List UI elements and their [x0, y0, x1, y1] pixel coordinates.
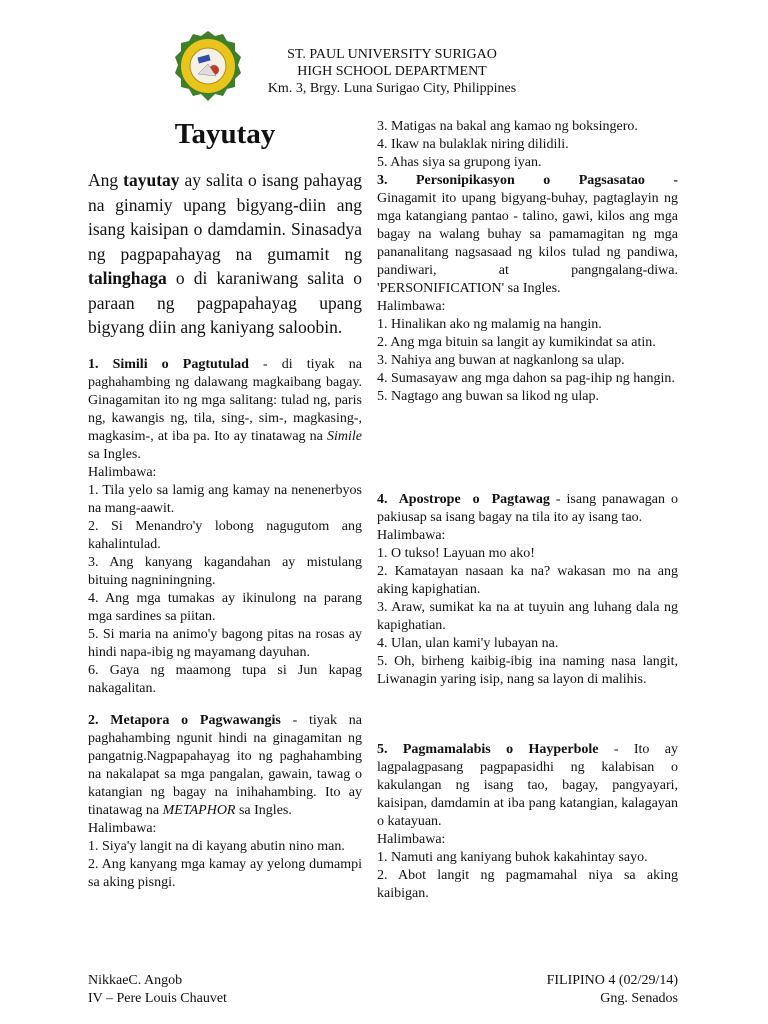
section-definition: - di tiyak na paghahambing ng dalawang magkaibang bagay. Ginagamitan ito ng mga salitang: tulad ng, paris ng, kawangis ng, tila, sing-, sim-, magkasing-, magkasim-, at iba pa. Ito ay tinatawag na [88, 357, 362, 444]
section-definition: Ginagamit ito upang bigyang-buhay, pagtaglayin ng mga katangiang pantao - talino, gawi, kilos ang mga bagay na walang buhay sa pamamagitan ng mga pananalitang nagsasaad ng kilos tulad ng pandiwa, pandiwari, at pangngalang-diwa. 'PERSONIFICATION' sa Ingles. [377, 191, 678, 296]
example-list [88, 482, 362, 698]
example-label: Halimbawa: [377, 832, 446, 847]
example-item: 5. Si maria na animo'y bagong pitas na rosas ay hindi napa-ibig ng mayamang dayuhan. [88, 627, 362, 660]
section-definition: - Ito ay lagpalagpasang pagpapasidhi ng kalabisan o kakulangan ng isang tao, bagay, pangyayari, kaisipan, damdamin at iba pang katangian, kalagayan o katayuan. [377, 742, 678, 829]
section-term: METAPHOR [162, 803, 236, 818]
example-label: Halimbawa: [377, 299, 446, 314]
example-item: 4. Ikaw na bulaklak niring dilidili. [377, 137, 569, 152]
example-item: 4. Ang mga tumakas ay ikinulong na parang mga sardines sa piitan. [88, 591, 362, 624]
section-simili [88, 356, 362, 698]
example-item: 3. Nahiya ang buwan at nagkanlong sa ulap. [377, 353, 625, 368]
section-personipikasyon [377, 172, 678, 406]
example-label: Halimbawa: [377, 528, 446, 543]
footer-right [547, 972, 678, 1008]
example-item: 1. Namuti ang kaniyang buhok kakahintay sayo. [377, 850, 648, 865]
section-heading: 2. Metapora o Pagwawangis [88, 713, 281, 728]
example-item: 3. Ang kanyang kagandahan ay mistulang bituing nagniningning. [88, 555, 362, 588]
example-item: 5. Oh, birheng kaibig-ibig ina naming nasa langit, Liwanagin yaring isip, nang sa layon di malihis. [377, 654, 678, 687]
section-apostrope [377, 491, 678, 689]
section-heading: 5. Pagmamalabis o Hayperbole [377, 742, 599, 757]
example-item: 6. Gaya ng maamong tupa si Jun kapag nakagalitan. [88, 663, 362, 696]
letterhead [262, 46, 522, 97]
section-definition: sa Ingles. [88, 447, 141, 462]
section-heading: 1. Simili o Pagtutulad [88, 357, 249, 372]
section-hayperbole [377, 741, 678, 903]
section-definition: sa Ingles. [235, 803, 292, 818]
section-metapora [88, 712, 362, 892]
section-heading: 3. Personipikasyon o Pagsasatao - [377, 173, 678, 188]
example-item: 5. Nagtago ang buwan sa likod ng ulap. [377, 389, 600, 404]
example-item: 1. Siya'y langit na di kayang abutin nino man. [88, 839, 345, 854]
section-metapora-continued [377, 118, 678, 406]
example-item: 4. Sumasayaw ang mga dahon sa pag-ihip ng hangin. [377, 371, 675, 386]
example-item: 2. Abot langit ng pagmamahal niya sa aking kaibigan. [377, 868, 678, 901]
example-item: 3. Araw, sumikat ka na at tuyuin ang luhang dala ng kapighatian. [377, 600, 678, 633]
example-item: 2. Ang kanyang mga kamay ay yelong dumampi sa aking pisngi. [88, 857, 362, 890]
section-heading: 4. Apostrope o Pagtawag [377, 492, 550, 507]
teacher-name: Gng. Senados [600, 991, 678, 1006]
example-item: 5. Ahas siya sa grupong iyan. [377, 155, 542, 170]
example-item: 2. Kamatayan nasaan ka na? wakasan mo na ang aking kapighatian. [377, 564, 678, 597]
subject-date: FILIPINO 4 (02/29/14) [546, 973, 678, 988]
example-list [377, 545, 678, 689]
example-label: Halimbawa: [88, 465, 157, 480]
example-item: 1. O tukso! Layuan mo ako! [377, 546, 535, 561]
section-term: Simile [327, 429, 362, 444]
intro-term-talinghaga: talinghaga [88, 268, 167, 288]
intro-paragraph [88, 168, 362, 340]
author-name: NikkaeC. Angob [88, 973, 183, 988]
class-section: IV – Pere Louis Chauvet [88, 991, 227, 1006]
example-list [88, 838, 362, 892]
department-name: HIGH SCHOOL DEPARTMENT [297, 64, 487, 79]
example-item: 3. Matigas na bakal ang kamao ng boksingero. [377, 119, 638, 134]
example-list [377, 316, 678, 406]
intro-text: o di karaniwang salita o paraan ng pagpapahayag upang bigyang diin ang kaniyang saloobin. [88, 268, 362, 337]
intro-term-tayutay: tayutay [123, 170, 180, 190]
example-label: Halimbawa: [88, 821, 157, 836]
example-item: 1. Tila yelo sa lamig ang kamay na nenenerbyos na mang-aawit. [88, 483, 362, 516]
intro-text: Ang [88, 170, 124, 190]
example-list [377, 849, 678, 903]
school-address: Km. 3, Brgy. Luna Surigao City, Philippines [267, 81, 517, 96]
page-title: Tayutay [174, 118, 276, 150]
school-seal-logo [172, 30, 244, 102]
school-name: ST. PAUL UNIVERSITY SURIGAO [287, 47, 497, 62]
example-item: 2. Ang mga bituin sa langit ay kumikindat sa atin. [377, 335, 656, 350]
example-item: 1. Hinalikan ako ng malamig na hangin. [377, 317, 602, 332]
example-item: 4. Ulan, ulan kami'y lubayan na. [377, 636, 559, 651]
example-item: 2. Si Menandro'y lobong nagugutom ang kahalintulad. [88, 519, 362, 552]
section-definition: - tiyak na paghahambing ngunit hindi na ginagamitan ng pangatnig.Nagpapahayag ito ng paghahambing na nakalapat sa mga pangalan, gawain, tawag o katangian ng bagay na inihahambing. Ito ay tinatawag na [88, 713, 362, 818]
intro-text: ay salita o isang pahayag na ginamiy upang bigyang-diin ang isang kaisipan o damdamin. Sinasadya ng pagpapahayag na gumamit ng [88, 170, 362, 264]
example-list [377, 118, 678, 172]
footer-left [88, 972, 227, 1008]
section-definition: - isang panawagan o pakiusap sa isang bagay na tila ito ay isang tao. [377, 492, 678, 525]
